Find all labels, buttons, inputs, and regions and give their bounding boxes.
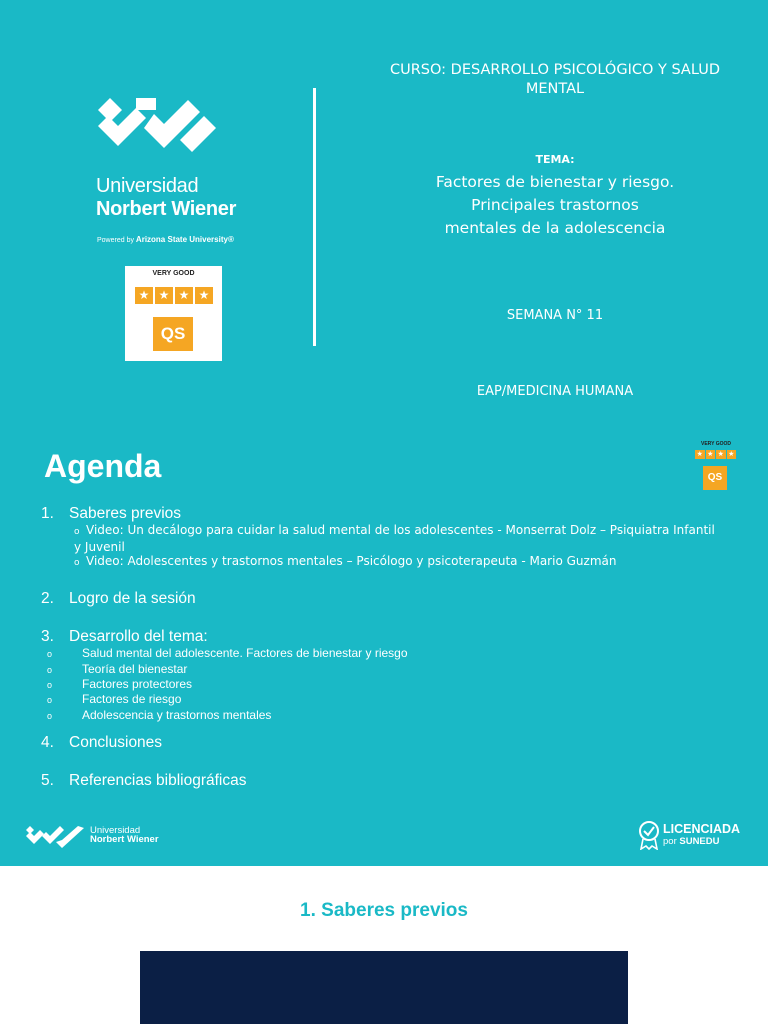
item-number: 4. xyxy=(41,734,54,751)
video-label: Video: Adolescentes y trastornos mentales – Psicólogo y psicoterapeuta - Mario Guzmán xyxy=(86,554,617,568)
topic-label: Factores de riesgo xyxy=(82,692,182,706)
semana-label: SEMANA N° 11 xyxy=(506,308,604,323)
qs-stars xyxy=(695,450,736,459)
sunedu-line2 xyxy=(663,836,740,847)
university-line1: Universidad xyxy=(96,175,199,197)
powered-prefix: Powered by xyxy=(97,237,134,244)
item-number: 1. xyxy=(41,505,54,522)
star-icon: ★ xyxy=(135,287,153,304)
item-label: Desarrollo del tema: xyxy=(69,628,208,645)
topic-item xyxy=(47,662,187,676)
footer-university-name xyxy=(90,826,159,844)
star-icon: ★ xyxy=(195,287,213,304)
qs-logo: QS xyxy=(703,466,727,490)
topic-item xyxy=(47,677,192,691)
bullet-icon: o xyxy=(74,527,80,537)
agenda-item xyxy=(41,590,196,608)
topic-item xyxy=(47,708,271,722)
bullet-icon: o xyxy=(47,695,53,705)
item-label: Saberes previos xyxy=(69,505,182,522)
bullet-icon: o xyxy=(47,711,53,721)
sunedu-prefix: por xyxy=(663,836,677,847)
item-number: 3. xyxy=(41,628,54,645)
tema-line: Principales trastornos xyxy=(471,196,639,214)
footer-uni-line1: Universidad xyxy=(90,825,141,836)
video-label: Video: Un decálogo para cuidar la salud mental de los adolescentes - Monserrat Dolz – Psiquiatra Infantil y Juvenil xyxy=(74,523,715,554)
tema-label: TEMA: xyxy=(535,153,575,166)
star-icon: ★ xyxy=(175,287,193,304)
star-icon: ★ xyxy=(707,450,714,458)
sunedu-seal-icon xyxy=(638,820,660,850)
sunedu-name: SUNEDU xyxy=(679,836,720,847)
university-logo-mark xyxy=(96,96,220,160)
star-icon: ★ xyxy=(696,450,703,458)
agenda-title: Agenda xyxy=(44,448,162,484)
powered-by xyxy=(97,235,234,244)
agenda-item xyxy=(41,628,208,646)
program-label: EAP/MEDICINA HUMANA xyxy=(476,384,634,399)
tema-text xyxy=(380,171,730,240)
agenda-item xyxy=(41,505,181,523)
agenda-item xyxy=(41,734,162,752)
footer-logo-mark xyxy=(26,826,86,852)
powered-by-name: Arizona State University® xyxy=(135,235,234,244)
qs-rating-badge xyxy=(125,266,222,361)
footer-uni-line2: Norbert Wiener xyxy=(90,834,159,845)
star-icon: ★ xyxy=(155,287,173,304)
topic-label: Salud mental del adolescente. Factores de bienestar y riesgo xyxy=(82,646,408,660)
qs-logo: QS xyxy=(153,317,193,351)
slide-title: 1. Saberes previos xyxy=(300,900,468,921)
qs-rating-label: VERY GOOD xyxy=(152,270,195,277)
bullet-icon: o xyxy=(47,649,53,659)
divider xyxy=(313,88,316,346)
university-name xyxy=(96,175,236,221)
tema-line: mentales de la adolescencia xyxy=(444,219,666,237)
qs-rating-badge-small xyxy=(694,441,738,491)
item-label: Logro de la sesión xyxy=(69,590,196,607)
item-label: Referencias bibliográficas xyxy=(69,772,247,789)
item-number: 2. xyxy=(41,590,54,607)
item-number: 5. xyxy=(41,772,54,789)
video-item xyxy=(74,554,724,571)
course-title: CURSO: DESARROLLO PSICOLÓGICO Y SALUD MENTAL xyxy=(389,62,720,97)
qs-rating-label: VERY GOOD xyxy=(700,441,731,447)
star-icon: ★ xyxy=(728,450,735,458)
bullet-icon: o xyxy=(74,558,80,568)
sunedu-line1: LICENCIADA xyxy=(663,822,741,836)
topic-item xyxy=(47,646,408,660)
item-label: Conclusiones xyxy=(69,734,163,751)
video-player[interactable] xyxy=(140,951,628,1024)
sunedu-license xyxy=(663,823,740,847)
agenda-item xyxy=(41,772,246,790)
topic-label: Adolescencia y trastornos mentales xyxy=(82,708,272,722)
star-icon: ★ xyxy=(717,450,724,458)
topic-label: Factores protectores xyxy=(82,677,193,691)
qs-stars xyxy=(135,287,213,304)
topic-item xyxy=(47,692,181,706)
topic-label: Teoría del bienestar xyxy=(82,662,188,676)
bullet-icon: o xyxy=(47,680,53,690)
video-item xyxy=(74,523,724,555)
university-line2: Norbert Wiener xyxy=(96,198,237,220)
bullet-icon: o xyxy=(47,665,53,675)
tema-line: Factores de bienestar y riesgo. xyxy=(435,173,675,191)
